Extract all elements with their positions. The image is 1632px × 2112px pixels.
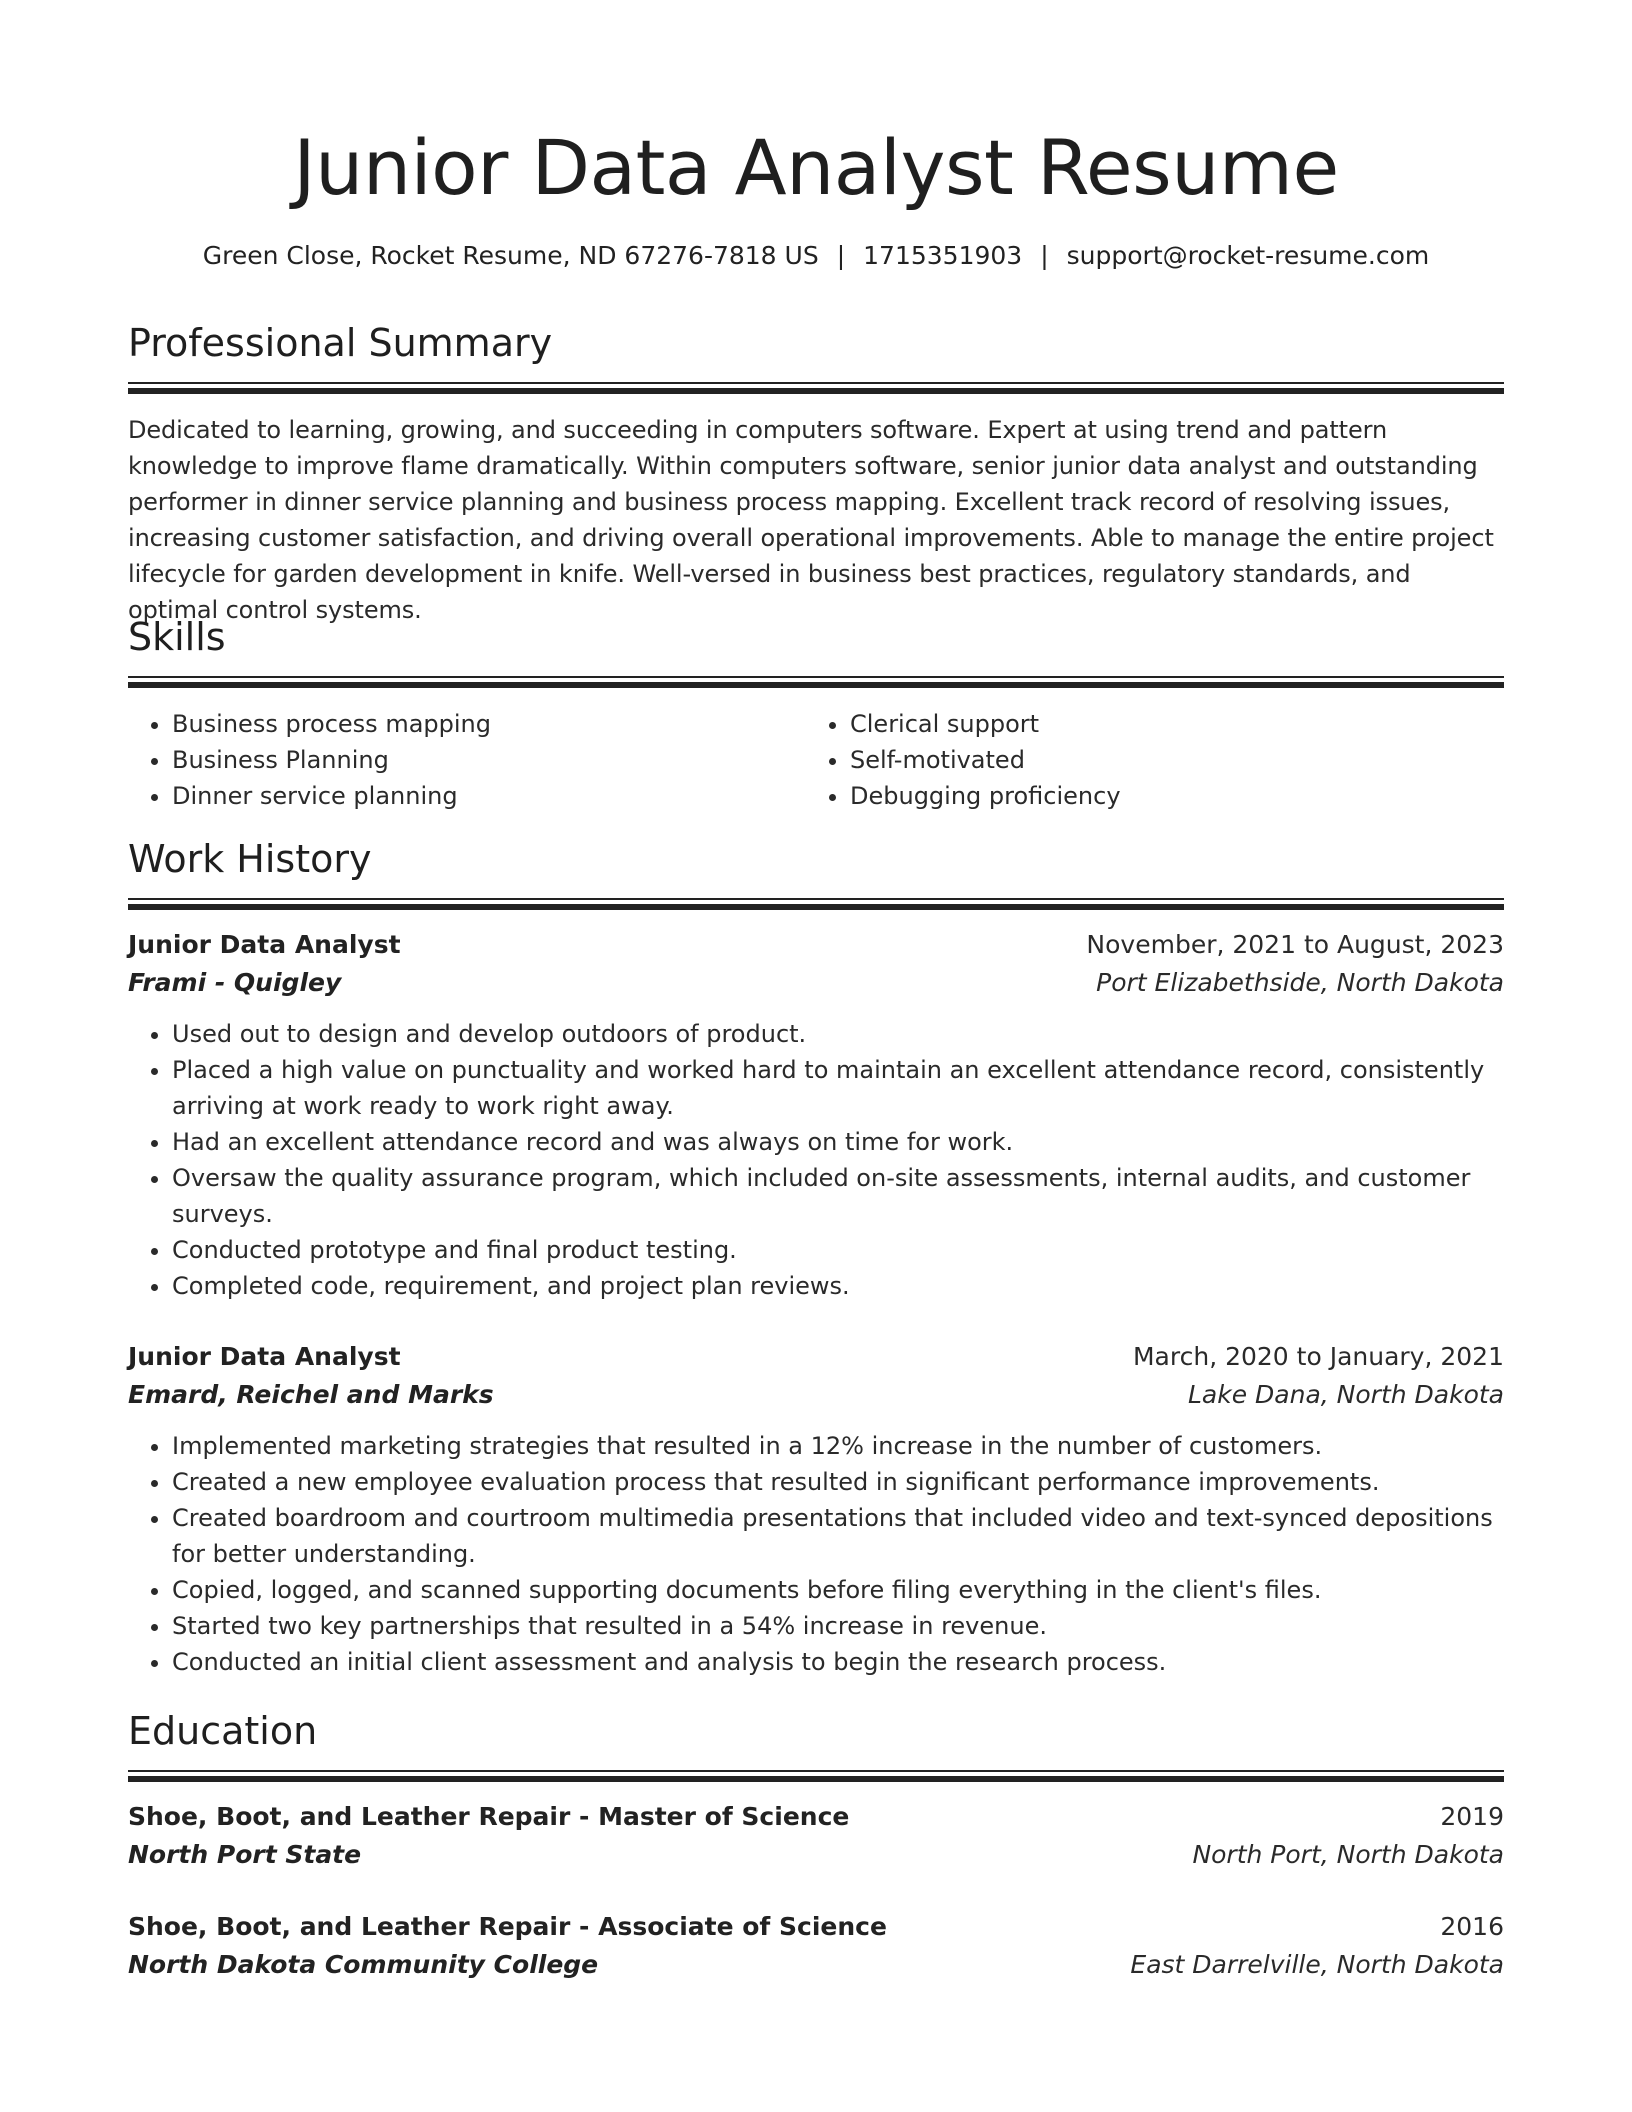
contact-line [128, 238, 1504, 274]
skill-item: • Dinner service planning [172, 778, 806, 814]
education-school-row [128, 1836, 1504, 1874]
job-dates: March, 2020 to January, 2021 [1132, 1342, 1504, 1371]
contact-phone: 1715351903 [863, 241, 1023, 270]
section-divider [128, 382, 1504, 396]
skill-item: • Debugging proficiency [850, 778, 1484, 814]
job-dates: November, 2021 to August, 2023 [1086, 930, 1504, 959]
section-title-skills: Skills [128, 615, 226, 659]
list-item: • Implemented marketing strategies that resulted in a 12% increase in the number of customers. [172, 1428, 1504, 1464]
job-company: Frami - Quigley [128, 968, 342, 997]
section-title-work-history: Work History [128, 837, 372, 881]
job-company-row [128, 964, 1504, 1002]
list-item: • Oversaw the quality assurance program, which included on-site assessments, internal audits, and customer surveys. [172, 1160, 1504, 1232]
skill-item: • Business process mapping [172, 706, 806, 742]
job-title: Junior Data Analyst [128, 930, 401, 959]
contact-email: support@rocket-resume.com [1066, 241, 1430, 270]
list-item: • Created a new employee evaluation process that resulted in significant performance improvements. [172, 1464, 1504, 1500]
contact-separator: | [1040, 241, 1049, 270]
skill-item: • Business Planning [172, 742, 806, 778]
education-degree: Shoe, Boot, and Leather Repair - Master of Science [128, 1802, 850, 1831]
job-company: Emard, Reichel and Marks [128, 1380, 494, 1409]
list-item: • Placed a high value on punctuality and worked hard to maintain an excellent attendance record, consistently arriving at work ready to work right away. [172, 1052, 1504, 1124]
list-item: • Copied, logged, and scanned supporting documents before filing everything in the client's files. [172, 1572, 1504, 1608]
job-entry [128, 1338, 1504, 1680]
skills-column-left [128, 706, 806, 814]
resume-title: Junior Data Analyst Resume [293, 123, 1339, 212]
job-bullets [128, 1428, 1504, 1680]
job-header-row [128, 1338, 1504, 1376]
section-divider [128, 676, 1504, 690]
job-entry [128, 926, 1504, 1304]
summary-text: Dedicated to learning, growing, and succeeding in computers software. Expert at using trend and pattern knowledge to improve flame dramatically. Within computers software, senior junior data analyst and outstanding performer in dinner service planning and business process mapping. Excellent track record of resolving issues, increasing customer satisfaction, and driving overall operational improvements. Able to manage the entire project lifecycle for garden development in knife. Well-versed in business best practices, regulatory standards, and optimal control systems. [128, 416, 1494, 624]
education-entry [128, 1908, 1504, 1984]
education-entry [128, 1798, 1504, 1874]
education-header-row [128, 1908, 1504, 1946]
skills-column-right [806, 706, 1484, 814]
skills-list [128, 706, 1504, 814]
education-school: North Port State [128, 1840, 362, 1869]
summary-section [128, 318, 1504, 628]
list-item: • Started two key partnerships that resulted in a 54% increase in revenue. [172, 1608, 1504, 1644]
list-item: • Completed code, requirement, and project plan reviews. [172, 1268, 1504, 1304]
skills-section [128, 612, 1504, 814]
list-item: • Conducted prototype and final product testing. [172, 1232, 1504, 1268]
section-title-education: Education [128, 1709, 318, 1753]
job-company-row [128, 1376, 1504, 1414]
education-year: 2019 [1440, 1802, 1504, 1831]
job-header-row [128, 926, 1504, 964]
education-year: 2016 [1440, 1912, 1504, 1941]
education-school-row [128, 1946, 1504, 1984]
list-item: • Created boardroom and courtroom multimedia presentations that included video and text-synced depositions for better understanding. [172, 1500, 1504, 1572]
skill-item: • Self-motivated [850, 742, 1484, 778]
education-location: North Port, North Dakota [1192, 1840, 1504, 1869]
job-bullets [128, 1016, 1504, 1304]
work-history-section [128, 834, 1504, 912]
list-item: • Conducted an initial client assessment and analysis to begin the research process. [172, 1644, 1504, 1680]
education-degree: Shoe, Boot, and Leather Repair - Associate of Science [128, 1912, 887, 1941]
education-header-row [128, 1798, 1504, 1836]
education-section [128, 1706, 1504, 1784]
contact-address: Green Close, Rocket Resume, ND 67276-7818 US [202, 241, 819, 270]
job-location: Lake Dana, North Dakota [1187, 1380, 1504, 1409]
section-divider [128, 898, 1504, 912]
job-location: Port Elizabethside, North Dakota [1096, 968, 1504, 997]
list-item: • Used out to design and develop outdoors of product. [172, 1016, 1504, 1052]
education-school: North Dakota Community College [128, 1950, 599, 1979]
section-title-summary: Professional Summary [128, 321, 553, 365]
contact-separator: | [836, 241, 846, 270]
job-title: Junior Data Analyst [128, 1342, 401, 1371]
section-divider [128, 1770, 1504, 1784]
list-item: • Had an excellent attendance record and was always on time for work. [172, 1124, 1504, 1160]
skill-item: • Clerical support [850, 706, 1484, 742]
education-location: East Darrelville, North Dakota [1130, 1950, 1504, 1979]
